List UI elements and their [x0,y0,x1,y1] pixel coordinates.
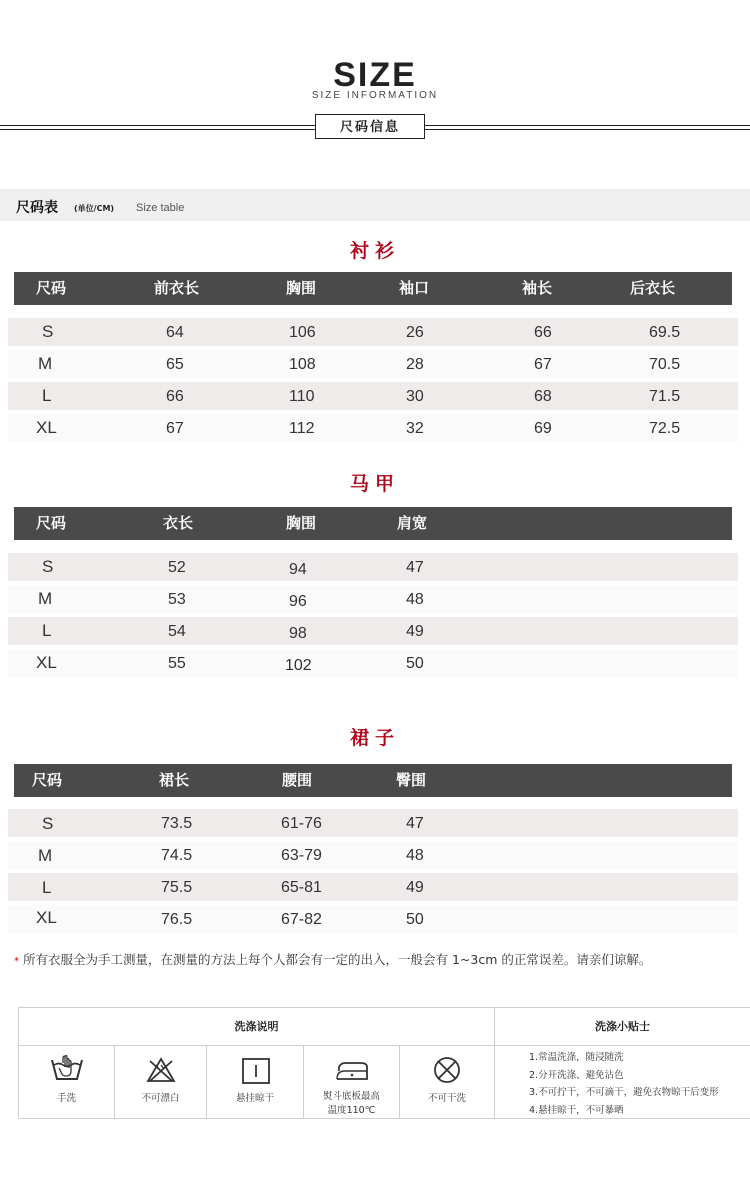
measurement-note [14,950,651,968]
cell: S [42,814,54,833]
table-row [8,585,738,613]
skirt-col-waist: 腰围 [282,771,313,789]
cell: XL [36,418,57,437]
cell: 53 [168,591,186,608]
cell: 55 [168,655,186,672]
care-item-label: 熨斗底板最高 [322,1091,380,1102]
cell: XL [36,653,57,672]
cell: 67 [534,356,552,373]
shirt-col-cuff: 袖口 [399,279,430,297]
care-instructions-title: 洗涤说明 [19,1008,495,1046]
care-item-label: 手洗 [56,1093,76,1104]
cell: 49 [406,623,424,640]
care-item-no-dry-clean [400,1045,495,1118]
cell: 65 [166,356,184,373]
care-item-no-bleach [115,1045,207,1118]
cell: 73.5 [161,815,193,832]
cell: 48 [406,591,424,608]
cell: 61-76 [281,815,322,832]
vest-col-shoulder: 肩宽 [397,514,428,532]
size-info-badge: 尺码信息 [315,114,425,139]
cell: 52 [168,559,186,576]
care-item-hand-wash [19,1045,115,1118]
shirt-col-front-length: 前衣长 [154,279,200,297]
cell: 32 [406,420,424,437]
divider-right [425,125,750,126]
vest-col-size: 尺码 [36,514,67,532]
hang-dry-icon [241,1057,271,1085]
shirt-col-back-length: 后衣长 [630,279,676,297]
cell: 47 [406,815,424,832]
iron-icon [333,1059,371,1081]
cell: 69 [534,420,552,437]
cell: 96 [289,593,307,610]
shirt-col-sleeve: 袖长 [522,279,553,297]
table-row [8,318,738,346]
size-table-english: Size table [136,202,185,214]
care-tips-list [529,1049,719,1119]
cell: 112 [289,420,315,437]
cell: 63-79 [281,847,322,864]
divider-left-2 [0,129,316,130]
cell: S [42,557,54,576]
vest-table-header [14,507,732,540]
cell: 74.5 [161,847,193,864]
care-item-iron [304,1045,400,1118]
table-row [8,350,738,378]
cell: L [42,878,52,897]
care-tips-title: 洗涤小贴士 [495,1008,750,1046]
care-item-label: 悬挂晾干 [235,1093,274,1104]
cell: XL [36,908,57,927]
care-item-hang-dry [207,1045,304,1118]
cell: 94 [289,561,307,578]
cell: M [38,354,53,373]
skirt-col-size: 尺码 [32,771,63,789]
vest-col-length: 衣长 [163,514,194,532]
note-asterisk: * [14,956,19,967]
shirt-col-chest: 胸围 [286,279,317,297]
care-item-label: 不可干洗 [427,1093,466,1104]
table-row [8,905,738,933]
no-bleach-icon [146,1057,176,1083]
skirt-col-hip: 臀围 [396,771,427,789]
cell: 108 [289,356,316,373]
table-row [8,809,738,837]
cell: L [42,621,52,640]
vest-section-title: 马甲 [349,473,400,495]
shirt-col-size: 尺码 [36,279,67,297]
cell: 66 [166,388,184,405]
cell: 28 [406,356,424,373]
table-row [8,873,738,901]
table-row [8,382,738,410]
cell: 71.5 [649,388,681,405]
cell: 47 [406,559,424,576]
cell: 72.5 [649,420,681,437]
divider-left [0,125,316,126]
note-text: 所有衣服全为手工测量，在测量的方法上每个人都会有一定的出入，一般会有 1~3cm 的正常误差。请亲们谅解。 [22,952,652,967]
size-table-unit: (单位/CM) [74,204,115,213]
cell: M [38,589,53,608]
cell: 49 [406,879,424,896]
size-heading: SIZE [333,56,417,94]
cell: 54 [168,623,186,640]
cell: L [42,386,52,405]
cell: 68 [534,388,552,405]
cell: 65-81 [281,879,322,896]
cell: 50 [406,911,424,928]
shirt-table-header [14,272,732,305]
skirt-table-header [14,764,732,797]
cell: 67-82 [281,911,322,928]
cell: 26 [406,324,424,341]
cell: 75.5 [161,879,193,896]
no-dry-clean-icon [432,1055,462,1085]
table-row [8,617,738,645]
cell: 106 [289,324,316,341]
cell: 76.5 [161,911,193,928]
vest-col-chest: 胸围 [286,514,317,532]
cell: 98 [289,625,307,642]
cell: 67 [166,420,184,437]
cell: 64 [166,324,184,341]
care-item-label: 不可漂白 [141,1093,180,1104]
care-tip: 2.分开洗涤、避免沾色 [529,1069,624,1081]
care-tip: 1.常温洗涤，随浸随洗 [529,1052,624,1063]
cell: 30 [406,388,424,405]
care-tip: 4.悬挂晾干，不可暴晒 [529,1104,624,1116]
size-table-title: 尺码表 [16,200,58,216]
cell: 110 [289,388,315,405]
cell: 70.5 [649,356,681,373]
hand-wash-icon [49,1055,85,1083]
shirt-section-title: 衬衫 [349,240,400,262]
cell: 66 [534,324,552,341]
table-row [8,414,738,442]
care-instructions-box [18,1007,750,1119]
skirt-col-length: 裙长 [159,771,190,789]
cell: 102 [285,657,312,674]
table-row [8,841,738,869]
cell: 50 [406,655,424,672]
table-row [8,649,738,677]
cell: S [42,322,54,341]
cell: 69.5 [649,324,681,341]
divider-right-2 [425,129,750,130]
skirt-section-title: 裙子 [349,727,400,749]
care-tip: 3.不可拧干，不可滴干，避免衣物晾干后变形 [529,1087,719,1098]
table-row [8,553,738,581]
cell: M [38,846,53,865]
cell: 48 [406,847,424,864]
care-item-label-2: 温度110℃ [327,1105,376,1116]
size-subheading: SIZE INFORMATION [311,90,439,101]
